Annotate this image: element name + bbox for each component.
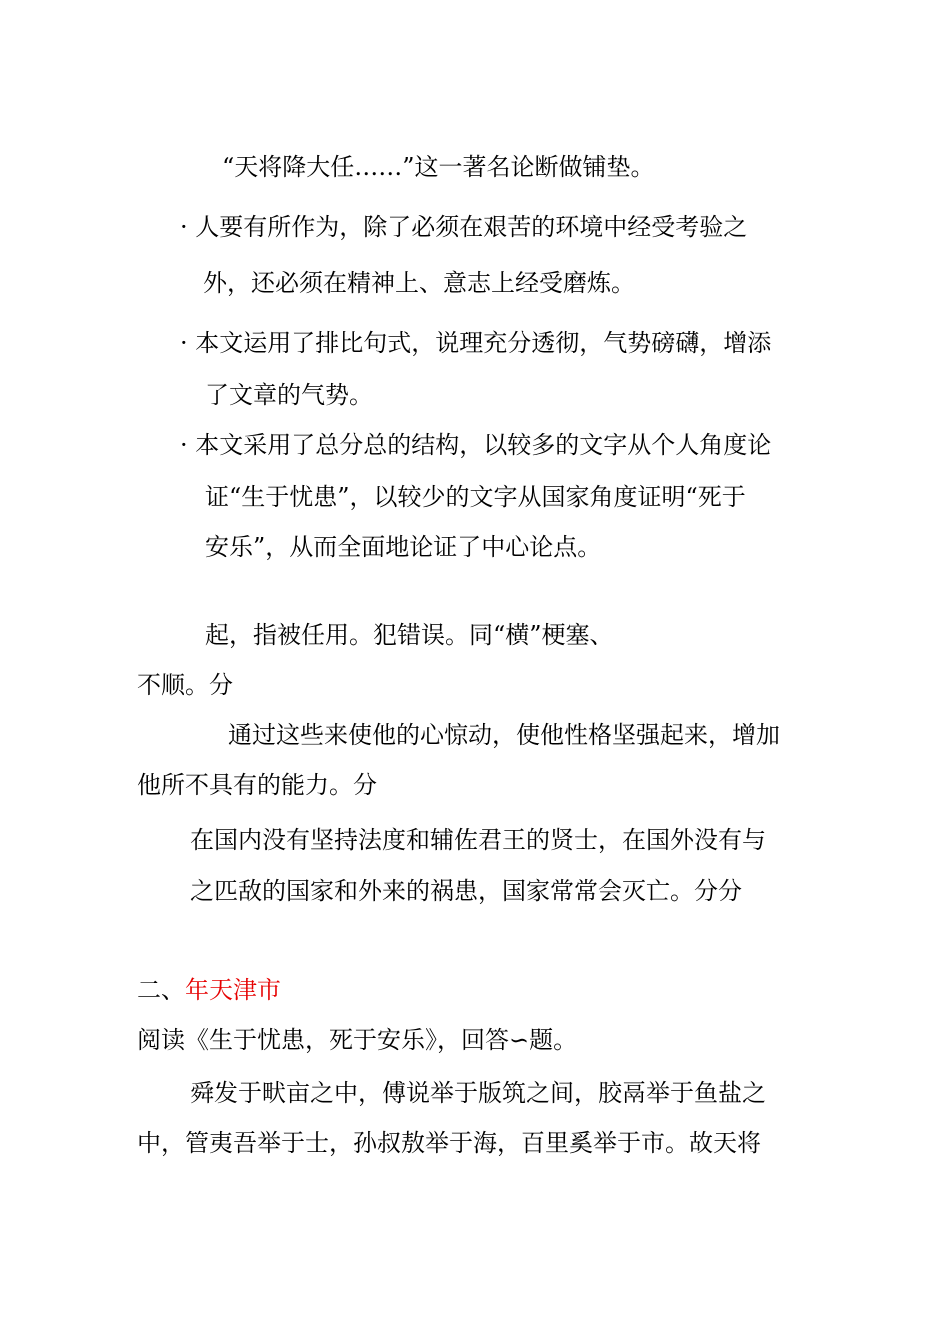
bullet-3-line-1: · 本文采用了总分总的结构，以较多的文字从个人角度论 [180,431,772,459]
bullet-2-line-2: 了文章的气势。 [205,381,373,409]
bullet-1-line-2: 外，还必须在精神上、意志上经受磨炼。 [203,269,635,297]
answer-1-line-2: 不顺。分 [137,671,233,699]
answer-2-line-2: 他所不具有的能力。分 [137,771,377,799]
bullet-1-line-1: · 人要有所作为，除了必须在艰苦的环境中经受考验之 [180,213,748,241]
bullet-2-line-1: · 本文运用了排比句式，说理充分透彻，气势磅礴，增添 [180,329,772,357]
section-prefix: 二、 [137,976,185,1004]
passage-line-2: 中，管夷吾举于士，孙叔敖举于海，百里奚举于市。故天将 [137,1129,761,1157]
answer-3-line-1: 在国内没有坚持法度和辅佐君王的贤士，在国外没有与 [190,826,766,854]
bullet-3-line-2: 证“生于忧患”，以较少的文字从国家角度证明“死于 [205,483,746,511]
section-heading [137,975,281,1005]
instruction: 阅读《生于忧患，死于安乐》，回答∽题。 [137,1026,578,1054]
bullet-3-line-3: 安乐”，从而全面地论证了中心论点。 [205,533,602,561]
intro-line: “天将降大任……”这一著名论断做铺垫。 [222,153,655,181]
answer-3-line-2: 之匹敌的国家和外来的祸患，国家常常会灭亡。分分 [190,877,742,905]
section-title: 年天津市 [185,976,281,1004]
answer-2-line-1: 通过这些来使他的心惊动，使他性格坚强起来，增加 [228,721,780,749]
answer-1-line-1: 起，指被任用。犯错误。同“横”梗塞、 [205,621,614,649]
passage-line-1: 舜发于畎亩之中，傅说举于版筑之间，胶鬲举于鱼盐之 [190,1079,766,1107]
